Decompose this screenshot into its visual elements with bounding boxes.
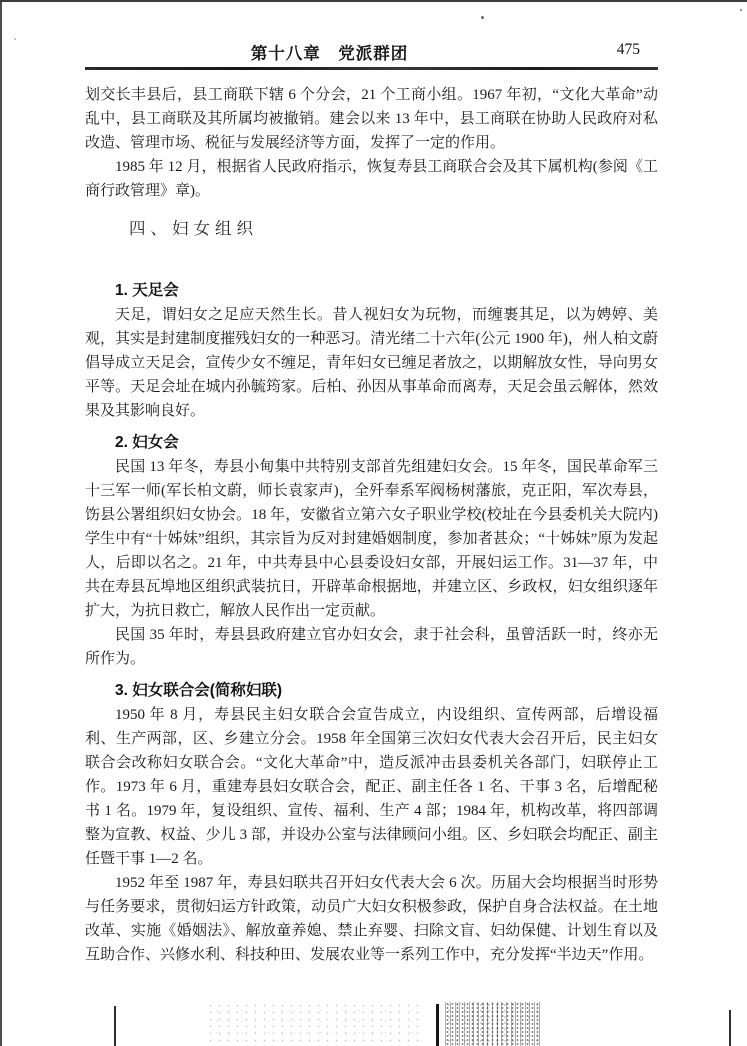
page-body (85, 69, 658, 967)
scan-noise-dot (481, 16, 484, 19)
body-paragraph: 划交长丰县后，县工商联下辖 6 个分会，21 个工商小组。1967 年初，“文化大革命”动乱中，县工商联及其所属均被撤销。建会以来 13 年中，县工商联在协助人民政府对私改造、管理市场、税征与发展经济等方面，发挥了一定的作用。 (85, 87, 658, 151)
page-number: 475 (616, 41, 640, 58)
subsection-heading: 3. 妇女联合会(简称妇联) (115, 682, 283, 699)
section-heading: 四、妇女组织 (129, 219, 258, 238)
scan-noise-line (436, 1004, 439, 1046)
scan-noise-speckle-dense (445, 1002, 540, 1046)
scan-noise-speckle (206, 1002, 420, 1042)
page-header (85, 40, 658, 64)
body-paragraph: 民国 13 年冬，寿县小甸集中共特别支部首先组建妇女会。15 年冬，国民革命军三十三军一师(军长柏文蔚，师长袁家声)，全歼奉系军阀杨树藩旅，克正阳，军次寿县，饬县公署组织妇女协会。18 年，安徽省立第六女子职业学校(校址在今县委机关大院内)学生中有“十姊妹”组织，其宗旨为反对封建婚姻制度，参加者甚众；“十姊妹”原为发起人，后即以名之。21 年，中共寿县中心县委设妇女部，开展妇运工作。31—37 年，中共在寿县瓦埠地区组织武装抗日，开辟革命根据地，并建立区、乡政权，妇女组织逐年扩大，为抗日救亡，解放人民作出一定贡献。 (85, 459, 658, 619)
scan-edge-top-line (0, 0, 747, 2)
body-paragraph: 1985 年 12 月，根据省人民政府指示，恢复寿县工商联合会及其下属机构(参阅《工商行政管理》章)。 (85, 159, 658, 199)
body-paragraph: 天足，谓妇女之足应天然生长。昔人视妇女为玩物，而缠裹其足，以为娉婷、美观，其实是封建制度摧残妇女的一种恶习。清光绪二十六年(公元 1900 年)，州人柏文蔚倡导成立天足会，宣传少女不缠足，青年妇女已缠足者放之，以期解放女性，导向男女平等。天足会址在城内孙毓筠家。后柏、孙因从事革命而离寿，天足会虽云解体，然效果及其影响良好。 (85, 307, 658, 419)
scan-noise-dot (740, 9, 742, 11)
scan-noise-tick (729, 1010, 731, 1046)
body-paragraph: 民国 35 年时，寿县县政府建立官办妇女会，隶于社会科，虽曾活跃一时，终亦无所作为。 (85, 627, 658, 667)
body-paragraph: 1952 年至 1987 年，寿县妇联共召开妇女代表大会 6 次。历届大会均根据当时形势与任务要求，贯彻妇运方针政策，动员广大妇女积极参政，保护自身合法权益。在土地改革、实施《婚姻法》、解放童养媳、禁止弃婴、扫除文盲、妇幼保健、计划生育以及互助合作、兴修水利、科技种田、发展农业等一系列工作中，充分发挥“半边天”作用。 (85, 875, 658, 963)
subsection-heading: 2. 妇女会 (115, 434, 179, 451)
subsection-heading: 1. 天足会 (115, 282, 179, 299)
scan-edge-left-line (0, 0, 2, 1046)
chapter-title: 第十八章 党派群团 (250, 45, 409, 63)
body-paragraph: 1950 年 8 月，寿县民主妇女联合会宣告成立，内设组织、宣传两部，后增设福利、生产两部，区、乡建立分会。1958 年全国第三次妇女代表大会召开后，民主妇女联合会改称妇女联合会。“文化大革命”中，造反派冲击县委机关各部门，妇联停止工作。1973 年 6 月，重建寿县妇女联合会，配正、副主任各 1 名、干事 3 名，后增配秘书 1 名。1979 年，复设组织、宣传、福利、生产 4 部；1984 年，机构改革，将四部调整为宣教、权益、少儿 3 部，并设办公室与法律顾问小组。区、乡妇联会均配正、副主任暨干事 1—2 名。 (85, 707, 658, 867)
scan-noise-dot (14, 38, 16, 40)
scan-noise-tick (114, 1006, 116, 1046)
